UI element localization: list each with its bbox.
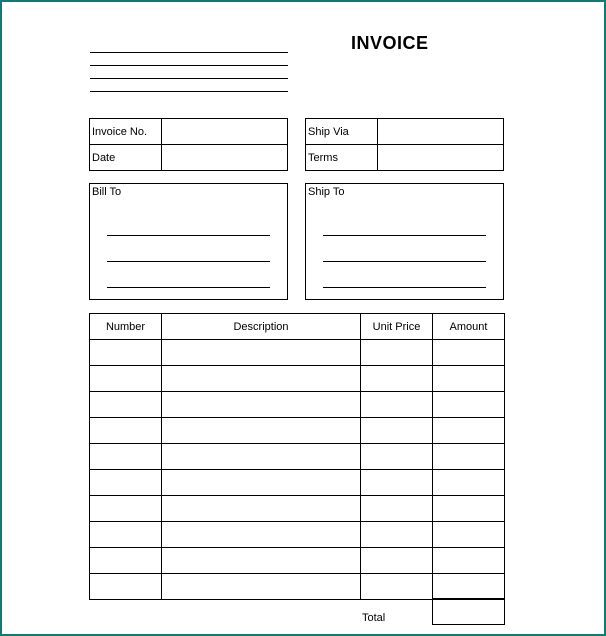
description-cell[interactable] — [162, 392, 361, 418]
table-row — [90, 340, 505, 366]
ship-to-address-line[interactable] — [323, 261, 486, 262]
terms-label: Terms — [306, 145, 378, 171]
unit-price-cell[interactable] — [361, 470, 433, 496]
invoice-number-label: Invoice No. — [90, 119, 162, 145]
number-cell[interactable] — [90, 548, 162, 574]
table-row — [90, 418, 505, 444]
date-label: Date — [90, 145, 162, 171]
description-cell[interactable] — [162, 444, 361, 470]
description-cell[interactable] — [162, 574, 361, 600]
ship-via-field[interactable] — [378, 119, 504, 145]
invoice-number-field[interactable] — [162, 119, 288, 145]
amount-cell[interactable] — [433, 522, 505, 548]
table-row — [90, 366, 505, 392]
table-row — [90, 444, 505, 470]
line-items-body — [90, 340, 505, 600]
line-items-header-row — [90, 314, 505, 340]
ship-via-row — [306, 119, 504, 145]
amount-cell[interactable] — [433, 418, 505, 444]
amount-cell[interactable] — [433, 392, 505, 418]
amount-cell[interactable] — [433, 548, 505, 574]
total-field[interactable] — [432, 598, 505, 625]
unit-price-cell[interactable] — [361, 418, 433, 444]
unit-price-cell[interactable] — [361, 392, 433, 418]
invoice-info-table — [89, 118, 288, 171]
number-cell[interactable] — [90, 470, 162, 496]
number-cell[interactable] — [90, 522, 162, 548]
number-cell[interactable] — [90, 444, 162, 470]
bill-to-label: Bill To — [92, 186, 122, 198]
amount-cell[interactable] — [433, 496, 505, 522]
table-row — [90, 522, 505, 548]
description-cell[interactable] — [162, 470, 361, 496]
number-cell[interactable] — [90, 366, 162, 392]
line-items-table — [89, 313, 505, 600]
invoice-number-row — [90, 119, 288, 145]
bill-to-box — [89, 183, 288, 300]
total-label: Total — [362, 612, 386, 624]
bill-to-address-line[interactable] — [107, 287, 270, 288]
table-row — [90, 392, 505, 418]
unit-price-cell[interactable] — [361, 548, 433, 574]
unit-price-cell[interactable] — [361, 574, 433, 600]
date-row — [90, 145, 288, 171]
description-cell[interactable] — [162, 496, 361, 522]
unit-price-column-header: Unit Price — [361, 314, 433, 340]
unit-price-cell[interactable] — [361, 496, 433, 522]
terms-field[interactable] — [378, 145, 504, 171]
amount-cell[interactable] — [433, 340, 505, 366]
date-field[interactable] — [162, 145, 288, 171]
description-cell[interactable] — [162, 418, 361, 444]
company-address-line[interactable] — [90, 65, 288, 66]
description-cell[interactable] — [162, 522, 361, 548]
ship-to-address-line[interactable] — [323, 287, 486, 288]
number-column-header: Number — [90, 314, 162, 340]
bill-to-address-line[interactable] — [107, 261, 270, 262]
ship-to-label: Ship To — [308, 186, 345, 198]
unit-price-cell[interactable] — [361, 444, 433, 470]
ship-to-box — [305, 183, 504, 300]
table-row — [90, 496, 505, 522]
bill-to-address-line[interactable] — [107, 235, 270, 236]
description-cell[interactable] — [162, 548, 361, 574]
table-row — [90, 470, 505, 496]
amount-cell[interactable] — [433, 444, 505, 470]
number-cell[interactable] — [90, 496, 162, 522]
terms-row — [306, 145, 504, 171]
ship-via-label: Ship Via — [306, 119, 378, 145]
ship-to-address-line[interactable] — [323, 235, 486, 236]
amount-cell[interactable] — [433, 574, 505, 600]
table-row — [90, 574, 505, 600]
unit-price-cell[interactable] — [361, 366, 433, 392]
number-cell[interactable] — [90, 340, 162, 366]
company-address-line[interactable] — [90, 52, 288, 53]
amount-cell[interactable] — [433, 366, 505, 392]
number-cell[interactable] — [90, 574, 162, 600]
company-address-line[interactable] — [90, 91, 288, 92]
description-cell[interactable] — [162, 340, 361, 366]
shipping-info-table — [305, 118, 504, 171]
number-cell[interactable] — [90, 392, 162, 418]
description-column-header: Description — [162, 314, 361, 340]
table-row — [90, 548, 505, 574]
amount-column-header: Amount — [433, 314, 505, 340]
unit-price-cell[interactable] — [361, 522, 433, 548]
unit-price-cell[interactable] — [361, 340, 433, 366]
invoice-title: INVOICE — [351, 33, 429, 53]
number-cell[interactable] — [90, 418, 162, 444]
amount-cell[interactable] — [433, 470, 505, 496]
company-address-line[interactable] — [90, 78, 288, 79]
description-cell[interactable] — [162, 366, 361, 392]
